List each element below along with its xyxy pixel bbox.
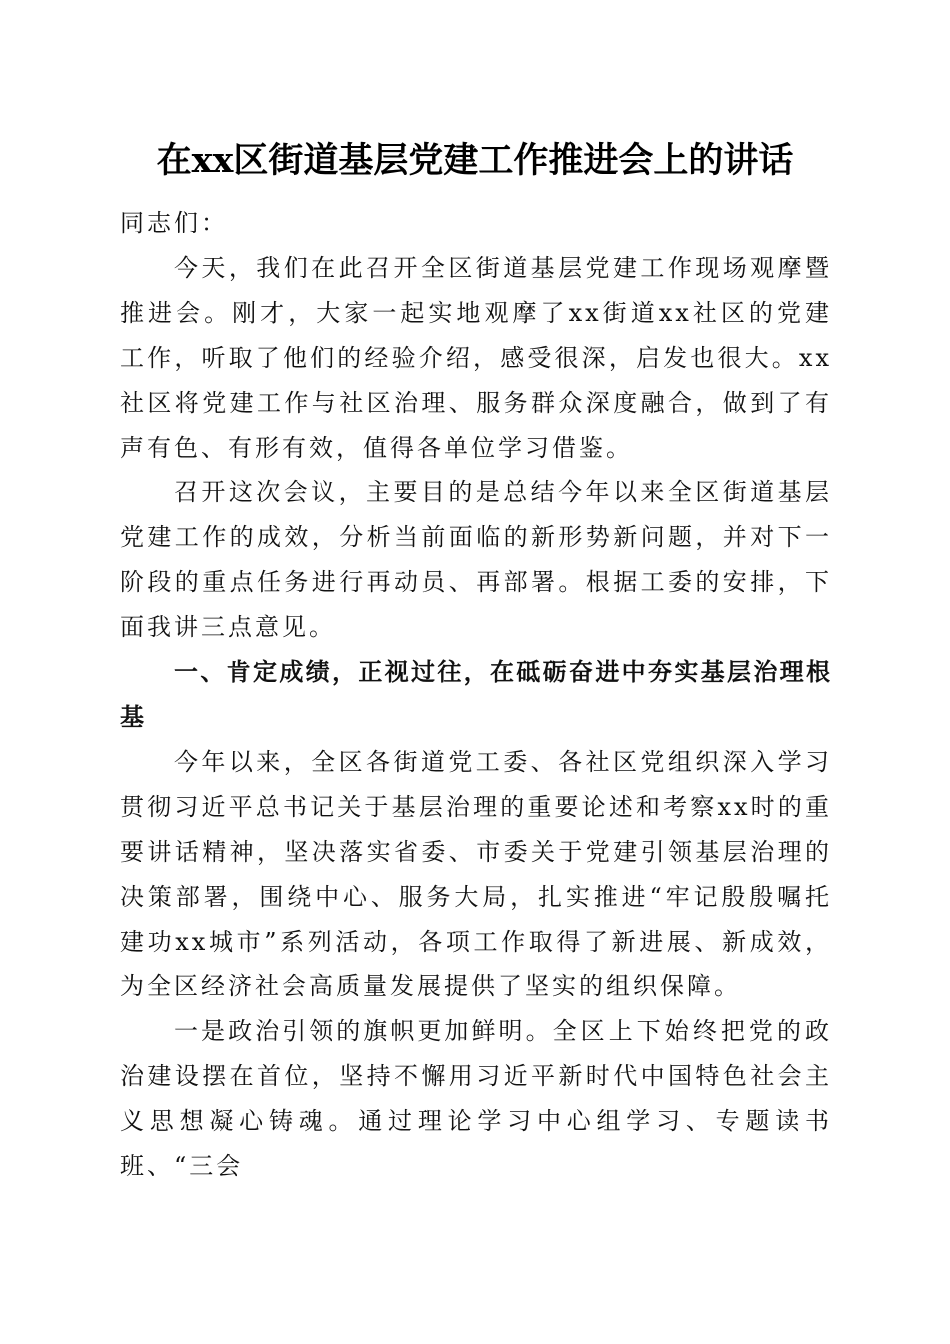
section-1-paragraph: 今年以来，全区各街道党工委、各社区党组织深入学习贯彻习近平总书记关于基层治理的重要论述和考察xx时的重要讲话精神，坚决落实省委、市委关于党建引领基层治理的决策部署，围绕中心、服务大局，扎实推进“牢记殷殷嘱托建功xx城市”系列活动，各项工作取得了新进展、新成效，为全区经济社会高质量发展提供了坚实的组织保障。 (120, 747, 832, 1001)
section-heading-1: 一、肯定成绩，正视过往，在砥砺奋进中夯实基层治理根基 (120, 658, 832, 731)
point-1-text: 全区上下始终把党的政治建设摆在首位，坚持不懈用习近平新时代中国特色社会主义思想凝心铸魂。通过理论学习中心组学习、专题读书班、“三会 (120, 1017, 832, 1181)
document-title: 在xx区街道基层党建工作推进会上的讲话 (156, 140, 794, 181)
paragraph-opening: 今天，我们在此召开全区街道基层党建工作现场观摩暨推进会。刚才，大家一起实地观摩了xx街道xx社区的党建工作，听取了他们的经验介绍，感受很深，启发也很大。xx社区将党建工作与社区治理、服务群众深度融合，做到了有声有色、有形有效，值得各单位学习借鉴。 (120, 253, 832, 462)
greeting: 同志们： (120, 209, 228, 237)
point-1-paragraph (120, 1009, 832, 1189)
document-body (120, 201, 832, 1189)
paragraph-purpose: 召开这次会议，主要目的是总结今年以来全区街道基层党建工作的成效，分析当前面临的新形势新问题，并对下一阶段的重点任务进行再动员、再部署。根据工委的安排，下面我讲三点意见。 (120, 478, 832, 642)
point-1-lead: 一是政治引领的旗帜更加鲜明。 (174, 1017, 553, 1046)
